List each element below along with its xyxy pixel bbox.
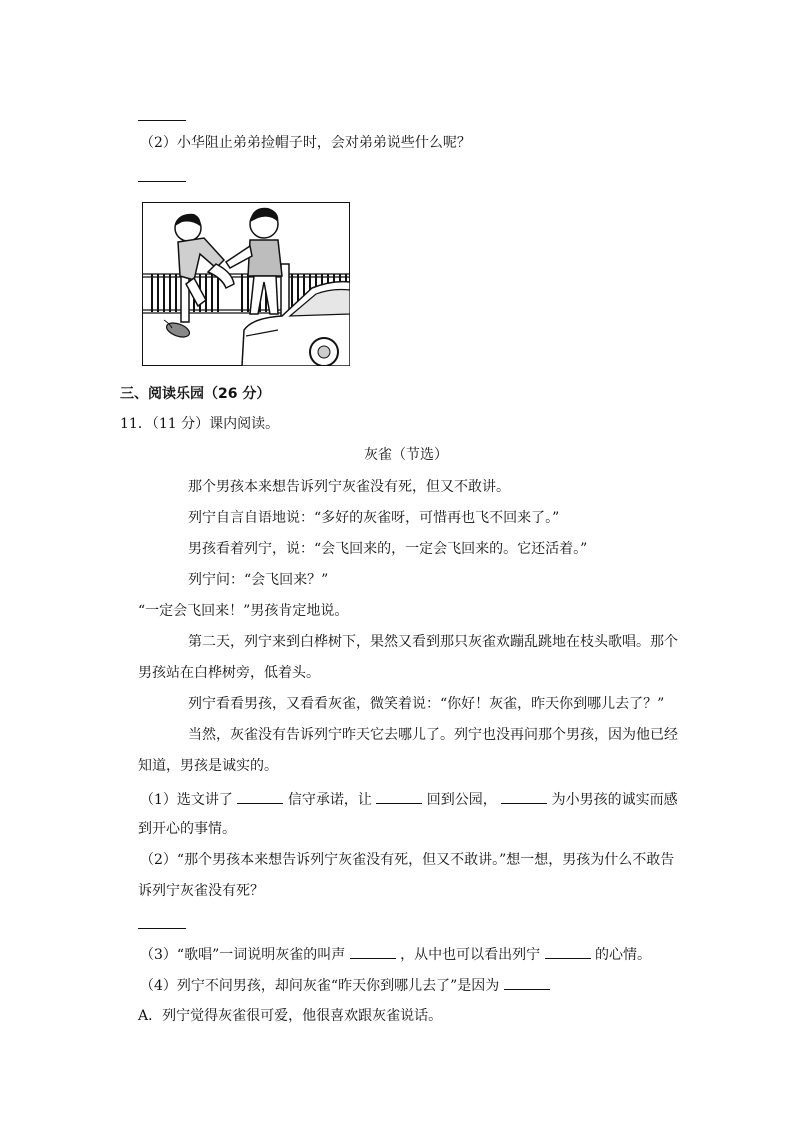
question-11-2: （2）“那个男孩本来想告诉列宁灰雀没有死，但又不敢讲。”想一想，男孩为什么不敢告 <box>140 852 675 868</box>
question-11-2-cont: 诉列宁灰雀没有死？ <box>138 883 264 899</box>
question-10-2: （2）小华阻止弟弟捡帽子时，会对弟弟说些什么呢？ <box>140 135 471 151</box>
passage-paragraph: 列宁看看男孩，又看看灰雀，微笑着说：“你好！灰雀，昨天你到哪儿去了？” <box>188 696 665 712</box>
answer-line[interactable] <box>138 181 186 182</box>
question-text: （3）“歌唱”一词说明灰雀的叫声 <box>140 947 346 963</box>
passage-paragraph: 列宁问：“会飞回来？” <box>188 572 329 588</box>
passage-paragraph: 知道，男孩是诚实的。 <box>138 758 278 774</box>
passage-paragraph: 男孩看着列宁，说：“会飞回来的，一定会飞回来的。它还活着。” <box>188 541 588 557</box>
answer-blank[interactable] <box>237 788 283 804</box>
question-text: 为小男孩的诚实而感 <box>551 792 678 808</box>
passage-paragraph: 男孩站在白桦树旁，低着头。 <box>138 665 320 681</box>
answer-blank[interactable] <box>545 943 591 959</box>
passage-title: 灰雀（节选） <box>364 447 448 463</box>
section-title: 三、阅读乐园（26 分） <box>120 386 271 402</box>
answer-blank[interactable] <box>376 788 422 804</box>
question-text: （4）列宁不问男孩，却问灰雀“昨天你到哪儿去了”是因为 <box>140 978 500 994</box>
passage-paragraph: 那个男孩本来想告诉列宁灰雀没有死，但又不敢讲。 <box>188 479 510 495</box>
question-text: （1）选文讲了 <box>140 792 233 808</box>
answer-blank[interactable] <box>504 974 550 990</box>
question-text: 回到公园， <box>426 792 497 808</box>
question-text: ，从中也可以看出列宁 <box>400 947 541 963</box>
question-11-3 <box>140 943 651 965</box>
passage-paragraph: 当然，灰雀没有告诉列宁昨天它去哪儿了。列宁也没再问那个男孩，因为他已经 <box>188 727 678 743</box>
answer-blank[interactable] <box>501 788 547 804</box>
question-11-header: 11．（11 分）课内阅读。 <box>120 416 280 432</box>
question-11-1-cont: 到开心的事情。 <box>138 821 236 837</box>
question-text: 信守承诺，让 <box>287 792 372 808</box>
option-a[interactable]: A．列宁觉得灰雀很可爱，他很喜欢跟灰雀说话。 <box>138 1008 443 1024</box>
passage-paragraph: “一定会飞回来！”男孩肯定地说。 <box>138 603 349 619</box>
question-11-4 <box>140 974 550 996</box>
answer-line[interactable] <box>138 120 186 121</box>
answer-line[interactable] <box>138 928 186 929</box>
question-text: 的心情。 <box>595 947 652 963</box>
passage-paragraph: 第二天，列宁来到白桦树下，果然又看到那只灰雀欢蹦乱跳地在枝头歌唱。那个 <box>188 634 678 650</box>
answer-blank[interactable] <box>350 943 396 959</box>
passage-paragraph: 列宁自言自语地说：“多好的灰雀呀，可惜再也飞不回来了。” <box>188 510 560 526</box>
illustration-boys-at-railing <box>142 202 350 366</box>
question-11-1 <box>140 788 678 810</box>
